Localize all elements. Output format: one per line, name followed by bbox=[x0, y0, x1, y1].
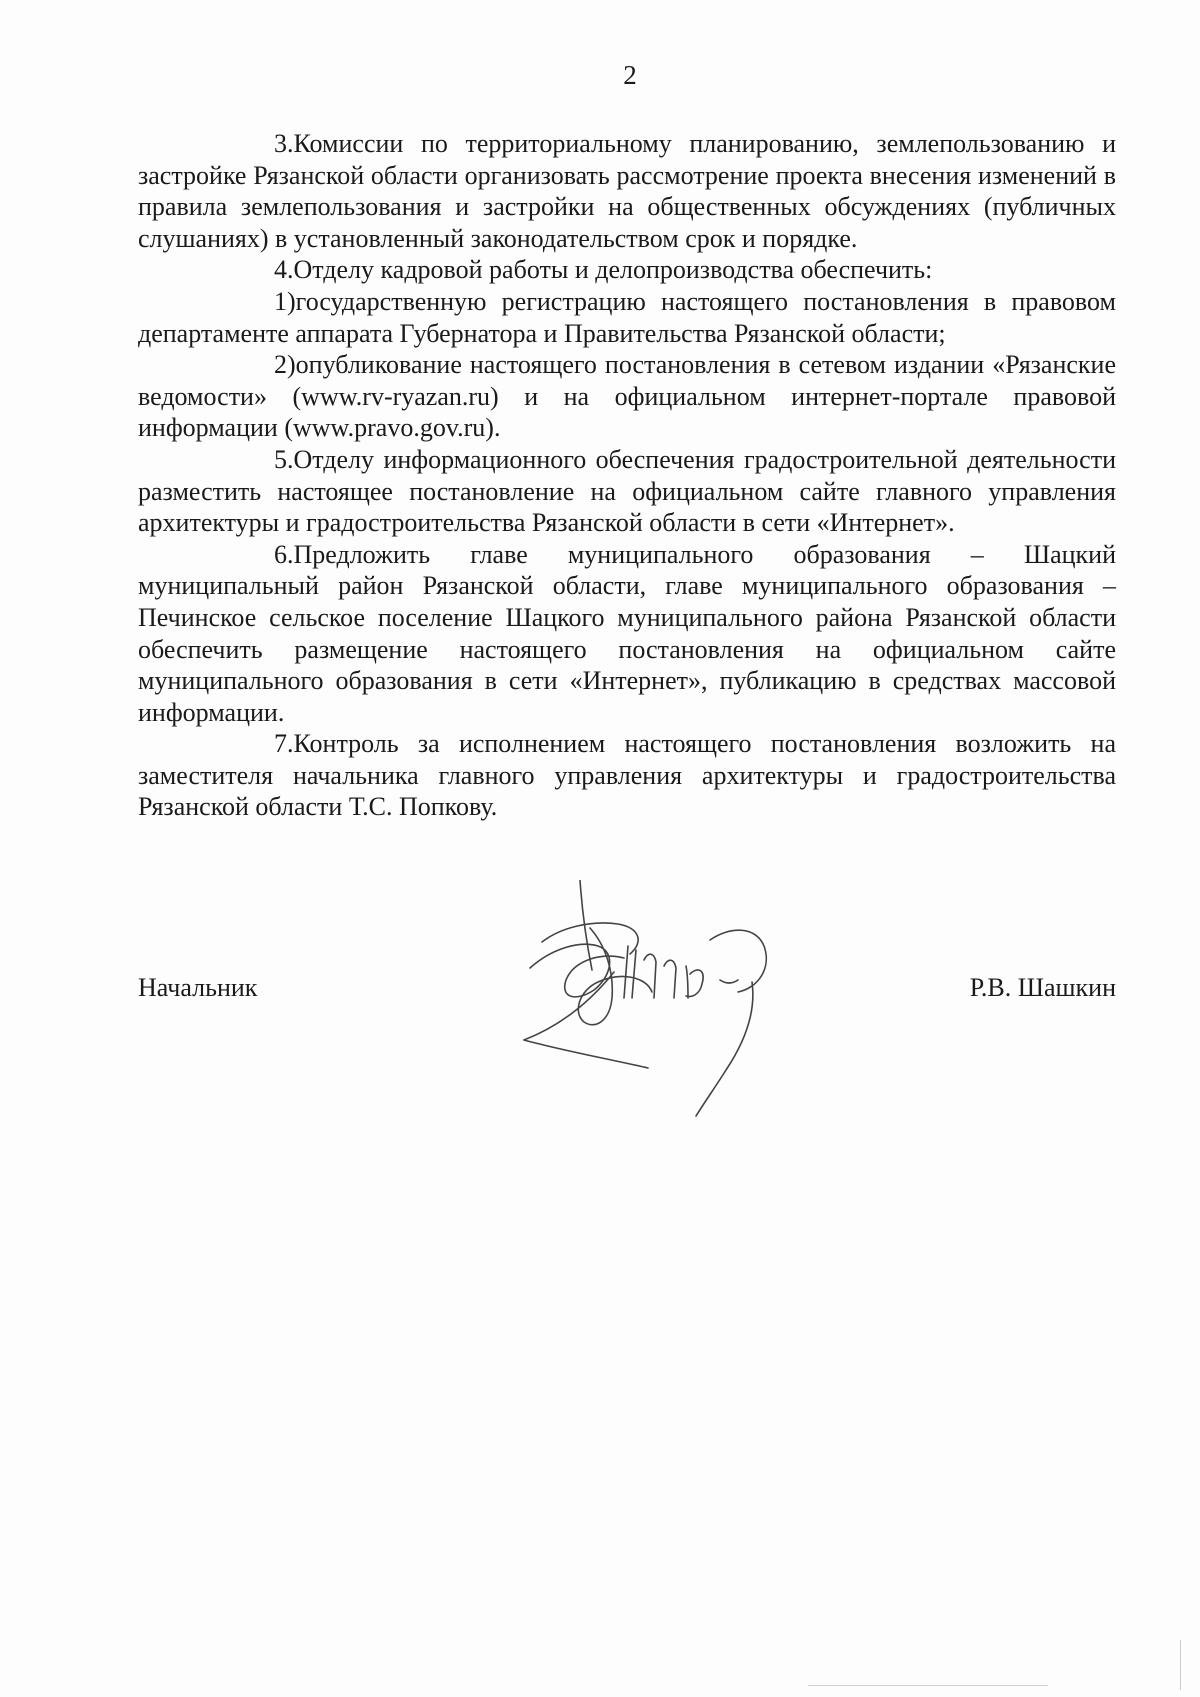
paragraph-6 bbox=[138, 539, 1116, 729]
paragraph-4-1 bbox=[138, 286, 1116, 349]
paragraph-4 bbox=[138, 254, 1116, 286]
paragraph-number: 5. bbox=[274, 444, 294, 474]
paragraph-3 bbox=[138, 128, 1116, 254]
paragraph-text: опубликование настоящего постановления в сетевом издании «Рязанские ведомости» (www.rv-ryazan.ru) и на официальном интернет-портале правовой информации (www.pravo.gov.ru). bbox=[138, 350, 1116, 443]
paragraph-4-2 bbox=[138, 349, 1116, 444]
paragraph-text: государственную регистрацию настоящего постановления в правовом департаменте аппарата Губернатора и Правительства Рязанской области; bbox=[138, 286, 1116, 348]
paragraph-7 bbox=[138, 728, 1116, 823]
page-number: 2 bbox=[623, 60, 637, 90]
paragraph-text: Отделу информационного обеспечения градостроительной деятельности разместить настоящее постановление на официальном сайте главного управления архитектуры и градостроительства Рязанской области в сети «Интернет». bbox=[138, 444, 1116, 538]
paragraph-text: Комиссии по территориальному планированию, землепользованию и застройке Рязанской области организовать рассмотрение проекта внесения изменений в правила землепользования и застройки на общественных обсуждениях (публичных слушаниях) в установленный законодательством срок и порядке. bbox=[138, 129, 1116, 253]
signatory-name: Р.В. Шашкин bbox=[969, 973, 1116, 1002]
paragraph-number: 7. bbox=[274, 729, 294, 759]
handwritten-signature bbox=[520, 880, 850, 1120]
paragraph-number: 4. bbox=[274, 255, 294, 285]
paragraph-text: Отделу кадровой работы и делопроизводства обеспечить: bbox=[293, 255, 933, 285]
paragraph-5 bbox=[138, 444, 1116, 539]
scan-edge-mark bbox=[1180, 1640, 1181, 1690]
paragraph-number: 1) bbox=[274, 286, 296, 316]
scan-edge-mark bbox=[808, 1685, 1048, 1686]
document-body bbox=[138, 128, 1116, 823]
paragraph-text: Контроль за исполнением настоящего постановления возложить на заместителя начальника главного управления архитектуры и градостроительства Рязанской области Т.С. Попкову. bbox=[138, 729, 1116, 822]
paragraph-number: 3. bbox=[274, 129, 294, 158]
signatory-title: Начальник bbox=[138, 973, 258, 1002]
paragraph-text: Предложить главе муниципального образования – Шацкий муниципальный район Рязанской области, главе муниципального образования – Печинское сельское поселение Шацкого муниципального района Рязанской области обеспечить размещение настоящего постановления на официальном сайте муниципального образования в сети «Интернет», публикацию в средствах массовой информации. bbox=[138, 539, 1116, 727]
paragraph-number: 6. bbox=[274, 539, 294, 569]
paragraph-number: 2) bbox=[274, 350, 296, 380]
